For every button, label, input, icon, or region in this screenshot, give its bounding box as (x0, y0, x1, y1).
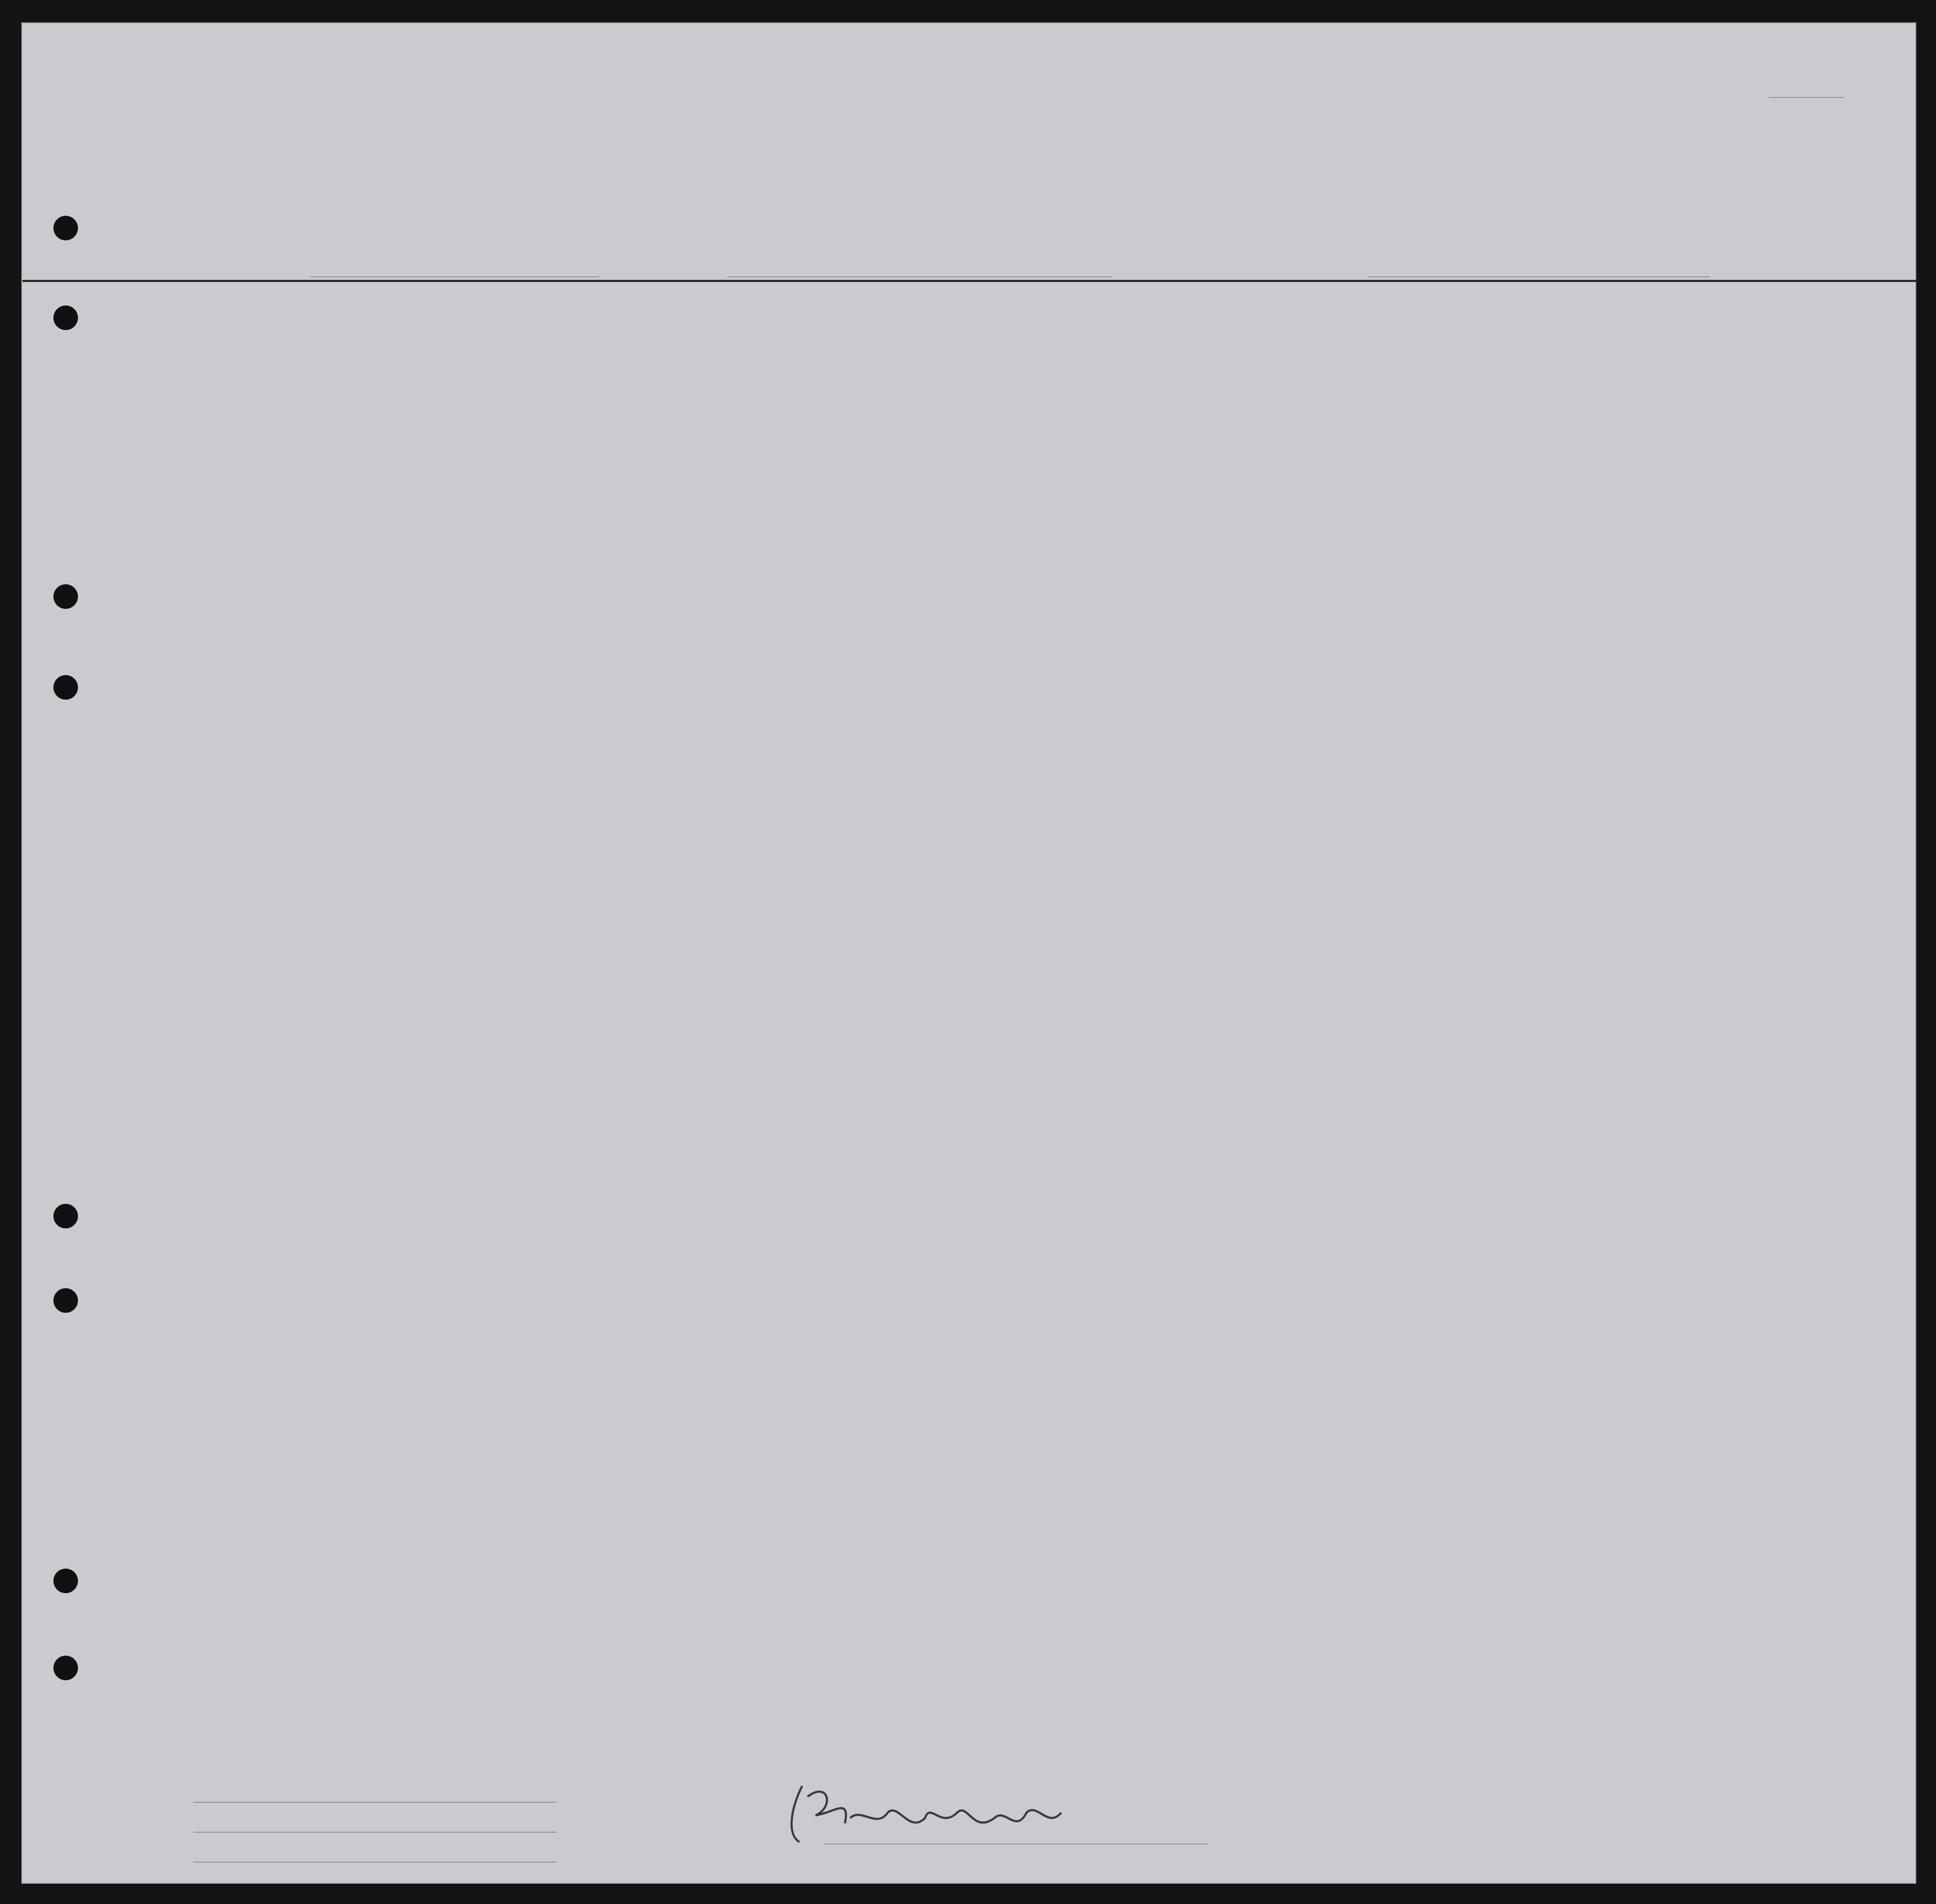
punch-hole (53, 1204, 78, 1228)
punch-hole (53, 305, 78, 330)
punch-hole (53, 1569, 78, 1593)
punch-hole (53, 1288, 78, 1313)
punch-hole (53, 216, 78, 240)
sheet-number-value (1769, 97, 1844, 98)
punch-hole (53, 675, 78, 700)
inspector-signature (770, 1749, 1101, 1855)
punch-hole (53, 584, 78, 609)
punch-hole (53, 1656, 78, 1680)
manifest-sheet (21, 22, 1916, 1884)
